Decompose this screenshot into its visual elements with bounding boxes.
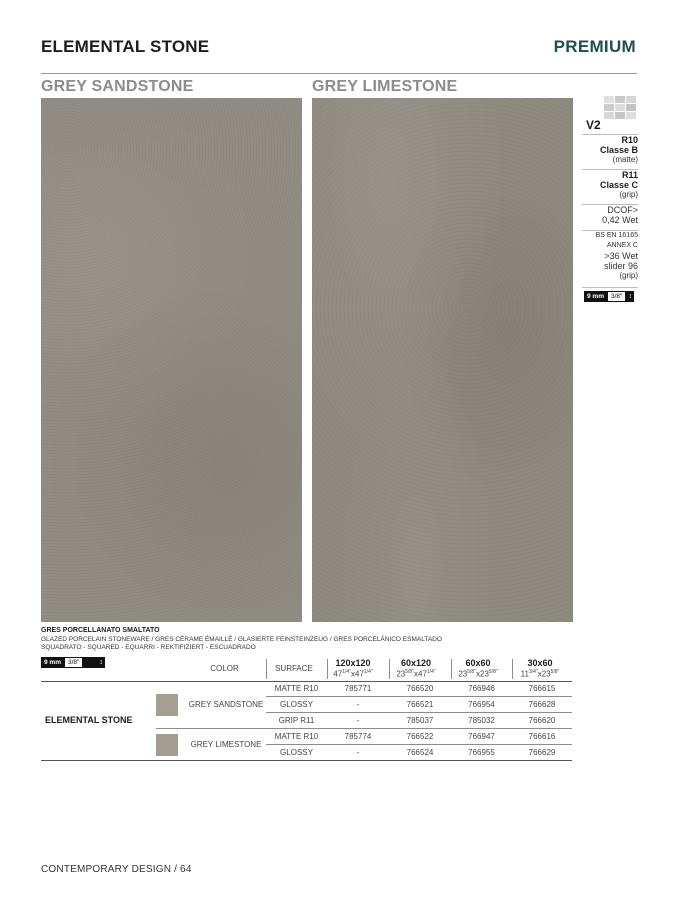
code-cell: 766629 bbox=[528, 748, 556, 757]
r10-rating: R10 bbox=[621, 135, 638, 145]
code-cell: 766522 bbox=[406, 732, 434, 741]
thickness-arrow-icon: ↕ bbox=[628, 293, 632, 300]
code-cell: 766524 bbox=[406, 748, 434, 757]
table-thickness-arrow-icon: ↕ bbox=[99, 659, 103, 666]
header-separator bbox=[327, 659, 328, 679]
dcof-box bbox=[582, 204, 638, 225]
code-cell: - bbox=[356, 748, 360, 757]
thickness-badge-side bbox=[584, 291, 634, 302]
swatch-title-limestone: GREY LIMESTONE bbox=[312, 78, 458, 95]
variation-label: V2 bbox=[586, 118, 601, 132]
color-name-grey-limestone: GREY LIMESTONE bbox=[190, 740, 262, 749]
code-cell: 766628 bbox=[528, 700, 556, 709]
r11-note: (grip) bbox=[619, 190, 638, 199]
header-separator bbox=[389, 659, 390, 679]
header-size-30x60: 30x60 $11^{3/4"}x23^{5/8"}$ bbox=[520, 658, 560, 679]
code-cell: 766954 bbox=[468, 700, 495, 709]
thickness-mm: 9 mm bbox=[587, 293, 604, 300]
dcof-line-2: 0,42 Wet bbox=[602, 215, 638, 225]
code-cell: 785774 bbox=[344, 732, 372, 741]
limestone-tile-image bbox=[312, 98, 573, 622]
table-bottom-rule bbox=[41, 760, 572, 761]
r10-note: (matte) bbox=[612, 155, 638, 164]
r11-rating: R11 bbox=[621, 170, 638, 180]
header-surface: SURFACE bbox=[275, 664, 313, 673]
thickness-badge-table bbox=[41, 657, 105, 668]
swatch-grey-limestone bbox=[156, 734, 178, 756]
code-cell: - bbox=[356, 716, 360, 725]
header-color: COLOR bbox=[210, 664, 239, 673]
bs-line-2: ANNEX C bbox=[606, 242, 638, 249]
material-description: GLAZED PORCELAIN STONEWARE / GRES CÉRAME ÉMAILLÉ / GLASIERTE FEINSTEINZEUG / GRES PORCELÁNICO ESMALTADO bbox=[41, 636, 442, 643]
code-cell: 766620 bbox=[528, 716, 556, 725]
swatch-title-sandstone: GREY SANDSTONE bbox=[41, 78, 194, 95]
slip-r11-box bbox=[582, 169, 638, 200]
code-cell: 766615 bbox=[528, 684, 556, 693]
table-thickness-inch: 3/8" bbox=[65, 658, 82, 667]
dcof-line-1: DCOF> bbox=[607, 205, 638, 215]
row-rule bbox=[266, 712, 572, 713]
code-cell: - bbox=[356, 700, 360, 709]
surface-cell: MATTE R10 bbox=[274, 684, 319, 693]
collection-title: ELEMENTAL STONE bbox=[41, 37, 210, 56]
header-separator bbox=[266, 659, 267, 679]
table-thickness-mm: 9 mm bbox=[44, 659, 61, 666]
tier-label: PREMIUM bbox=[553, 37, 636, 56]
r10-class: Classe B bbox=[599, 145, 638, 155]
header-divider bbox=[41, 73, 637, 74]
surface-cell: GRIP R11 bbox=[278, 716, 315, 725]
table-collection-name: ELEMENTAL STONE bbox=[45, 715, 133, 725]
bs-line-5: (grip) bbox=[619, 271, 638, 280]
header-size-120x120: 120x120 $47^{1/4"}x47^{1/4"}$ bbox=[333, 658, 373, 679]
material-title: GRES PORCELLANATO SMALTATO bbox=[41, 627, 160, 634]
code-cell: 785037 bbox=[406, 716, 434, 725]
side-divider bbox=[582, 287, 638, 289]
code-cell: 766521 bbox=[406, 700, 434, 709]
header-separator bbox=[451, 659, 452, 679]
slip-r10-box bbox=[582, 134, 638, 165]
surface-cell: GLOSSY bbox=[280, 700, 313, 709]
page-footer: CONTEMPORARY DESIGN / 64 bbox=[41, 864, 192, 875]
color-name-grey-sandstone: GREY SANDSTONE bbox=[188, 700, 264, 709]
surface-cell: MATTE R10 bbox=[274, 732, 319, 741]
bs-line-4: slider 96 bbox=[603, 261, 638, 271]
code-cell: 766947 bbox=[468, 732, 495, 741]
thickness-inch: 3/8" bbox=[608, 292, 625, 301]
code-cell: 766946 bbox=[468, 684, 495, 693]
code-cell: 785032 bbox=[468, 716, 495, 725]
header-separator bbox=[512, 659, 513, 679]
row-rule bbox=[266, 744, 572, 745]
surface-cell: GLOSSY bbox=[280, 748, 313, 757]
code-cell: 766955 bbox=[468, 748, 495, 757]
material-finish: SQUADRATO - SQUARED - EQUARRI - REKTIFIZIERT - ESCUADRADO bbox=[41, 644, 256, 651]
bs-line-1: BS EN 16165 bbox=[595, 232, 638, 239]
bs-line-3: >36 Wet bbox=[604, 251, 638, 261]
code-cell: 766616 bbox=[528, 732, 556, 741]
sandstone-tile-image bbox=[41, 98, 302, 622]
code-cell: 785771 bbox=[344, 684, 372, 693]
header-size-60x60: 60x60 $23^{5/8"}x23^{5/8"}$ bbox=[458, 658, 498, 679]
code-cell: 766520 bbox=[406, 684, 434, 693]
bs-en-box bbox=[582, 230, 638, 281]
color-group-rule bbox=[156, 728, 572, 729]
r11-class: Classe C bbox=[599, 180, 638, 190]
row-rule bbox=[266, 696, 572, 697]
swatch-grey-sandstone bbox=[156, 694, 178, 716]
table-header-rule bbox=[41, 681, 572, 682]
shade-variation-icon bbox=[604, 96, 638, 120]
header-size-60x120: 60x120 $23^{5/8"}x47^{1/4"}$ bbox=[396, 658, 436, 679]
